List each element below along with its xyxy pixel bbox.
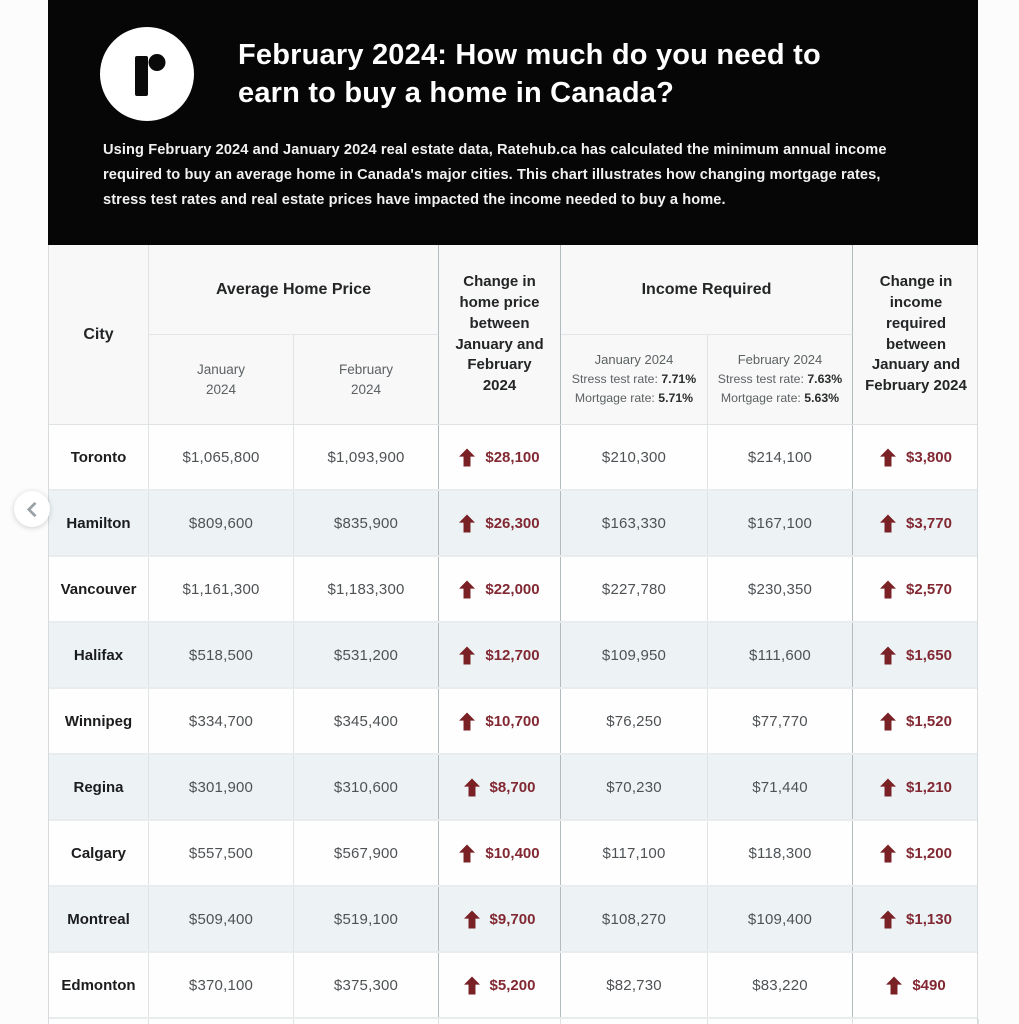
price-january-cell: $557,500 <box>149 821 294 885</box>
subcol-header-income-february: February 2024 Stress test rate: 7.63% Mortgage rate: 5.63% <box>708 335 853 424</box>
up-arrow-icon <box>459 844 475 863</box>
table-row <box>49 491 977 557</box>
table-row <box>49 689 977 755</box>
up-arrow-icon <box>459 448 475 467</box>
col-header-income-required: Income Required <box>561 245 853 335</box>
up-arrow-icon <box>880 514 896 533</box>
price-change-cell: $22,000 <box>439 557 561 621</box>
carousel-prev-button[interactable] <box>14 491 50 527</box>
income-january-cell: $163,330 <box>561 491 708 555</box>
price-january-cell: $518,500 <box>149 623 294 687</box>
up-arrow-icon <box>880 580 896 599</box>
income-january-cell: $227,780 <box>561 557 708 621</box>
col-header-change-home-price: Change in home price between January and February 2024 <box>439 245 561 424</box>
price-february-cell: $531,200 <box>294 623 439 687</box>
income-change-cell: $1,130 <box>853 887 979 951</box>
income-change-cell: $1,200 <box>853 821 979 885</box>
price-february-cell: $375,300 <box>294 953 439 1017</box>
city-cell: Calgary <box>49 821 149 885</box>
infographic-card <box>48 0 978 1024</box>
price-february-cell: $345,400 <box>294 689 439 753</box>
income-change-cell: $3,770 <box>853 491 979 555</box>
price-february-cell: $835,900 <box>294 491 439 555</box>
price-february-cell: $1,183,300 <box>294 557 439 621</box>
price-february-cell: $519,100 <box>294 887 439 951</box>
income-february-cell: $214,100 <box>708 425 853 489</box>
subcol-header-income-january: January 2024 Stress test rate: 7.71% Mortgage rate: 5.71% <box>561 335 708 424</box>
income-january-cell: $109,950 <box>561 623 708 687</box>
subcol-header-price-january: January 2024 <box>149 335 294 424</box>
city-cell: Toronto <box>49 425 149 489</box>
income-table <box>48 245 978 1024</box>
table-row <box>49 425 977 491</box>
city-cell: Winnipeg <box>49 689 149 753</box>
income-change-cell: $1,210 <box>853 755 979 819</box>
up-arrow-icon <box>880 844 896 863</box>
income-january-cell: $117,100 <box>561 821 708 885</box>
up-arrow-icon <box>464 976 480 995</box>
up-arrow-icon <box>880 712 896 731</box>
up-arrow-icon <box>459 712 475 731</box>
mortgage-rate-january: Mortgage rate: 5.71% <box>574 390 694 405</box>
price-january-cell: $1,065,800 <box>149 425 294 489</box>
mortgage-rate-february: Mortgage rate: 5.63% <box>720 390 840 405</box>
income-february-cell: $111,600 <box>708 623 853 687</box>
price-change-cell: $10,400 <box>439 821 561 885</box>
city-cell: Montreal <box>49 887 149 951</box>
col-header-city: City <box>49 245 149 424</box>
income-february-cell: $118,300 <box>708 821 853 885</box>
price-january-cell: $370,100 <box>149 953 294 1017</box>
income-february-cell: $109,400 <box>708 887 853 951</box>
income-january-cell: $76,250 <box>561 689 708 753</box>
up-arrow-icon <box>459 580 475 599</box>
income-change-cell: $490 <box>853 953 979 1017</box>
income-january-cell: $82,730 <box>561 953 708 1017</box>
subcol-header-price-february: February 2024 <box>294 335 439 424</box>
income-change-cell: $2,570 <box>853 557 979 621</box>
up-arrow-icon <box>459 514 475 533</box>
table-row <box>49 887 977 953</box>
price-january-cell: $334,700 <box>149 689 294 753</box>
up-arrow-icon <box>464 910 480 929</box>
chevron-left-icon <box>26 501 42 517</box>
income-change-cell: $1,650 <box>853 623 979 687</box>
income-february-cell: $83,220 <box>708 953 853 1017</box>
up-arrow-icon <box>886 976 902 995</box>
income-february-cell: $77,770 <box>708 689 853 753</box>
price-change-cell: $26,300 <box>439 491 561 555</box>
stress-test-rate-february: Stress test rate: 7.63% <box>717 372 843 387</box>
city-cell: Halifax <box>49 623 149 687</box>
price-change-cell: $9,700 <box>439 887 561 951</box>
ratehub-logo <box>100 27 194 121</box>
table-row <box>49 755 977 821</box>
up-arrow-icon <box>464 778 480 797</box>
table-row <box>49 557 977 623</box>
income-february-cell: $167,100 <box>708 491 853 555</box>
income-january-cell: $108,270 <box>561 887 708 951</box>
city-cell: Vancouver <box>49 557 149 621</box>
income-january-cell: $70,230 <box>561 755 708 819</box>
col-header-average-home-price: Average Home Price <box>149 245 439 335</box>
price-january-cell: $1,161,300 <box>149 557 294 621</box>
table-body <box>49 425 977 1019</box>
price-january-cell: $301,900 <box>149 755 294 819</box>
hero-header <box>48 0 978 245</box>
price-february-cell: $1,093,900 <box>294 425 439 489</box>
price-change-cell: $8,700 <box>439 755 561 819</box>
price-change-cell: $28,100 <box>439 425 561 489</box>
table-row <box>49 953 977 1019</box>
table-header <box>49 245 977 425</box>
income-february-cell: $71,440 <box>708 755 853 819</box>
city-cell: Regina <box>49 755 149 819</box>
up-arrow-icon <box>459 646 475 665</box>
price-change-cell: $5,200 <box>439 953 561 1017</box>
price-january-cell: $509,400 <box>149 887 294 951</box>
income-change-cell: $1,520 <box>853 689 979 753</box>
up-arrow-icon <box>880 646 896 665</box>
page-subtitle: Using February 2024 and January 2024 real estate data, Ratehub.ca has calculated the minimum annual income required to buy an average home in Canada's major cities. This chart illustrates how changing mortgage rates, stress test rates and real estate prices have impacted the income needed to buy a home. <box>103 142 887 209</box>
table-row <box>49 623 977 689</box>
city-cell: Hamilton <box>49 491 149 555</box>
income-january-cell: $210,300 <box>561 425 708 489</box>
price-february-cell: $567,900 <box>294 821 439 885</box>
price-february-cell: $310,600 <box>294 755 439 819</box>
price-change-cell: $12,700 <box>439 623 561 687</box>
col-header-change-income: Change in income required between January and February 2024 <box>865 273 967 394</box>
price-january-cell: $809,600 <box>149 491 294 555</box>
next-row-peek <box>49 1019 977 1024</box>
stress-test-rate-january: Stress test rate: 7.71% <box>571 372 697 387</box>
table-row <box>49 821 977 887</box>
up-arrow-icon <box>880 910 896 929</box>
income-february-cell: $230,350 <box>708 557 853 621</box>
page-title: February 2024: How much do you need to earn to buy a home in Canada? <box>238 38 821 109</box>
ratehub-r-icon <box>126 45 168 103</box>
price-change-cell: $10,700 <box>439 689 561 753</box>
city-cell: Edmonton <box>49 953 149 1017</box>
income-change-cell: $3,800 <box>853 425 979 489</box>
up-arrow-icon <box>880 778 896 797</box>
up-arrow-icon <box>880 448 896 467</box>
